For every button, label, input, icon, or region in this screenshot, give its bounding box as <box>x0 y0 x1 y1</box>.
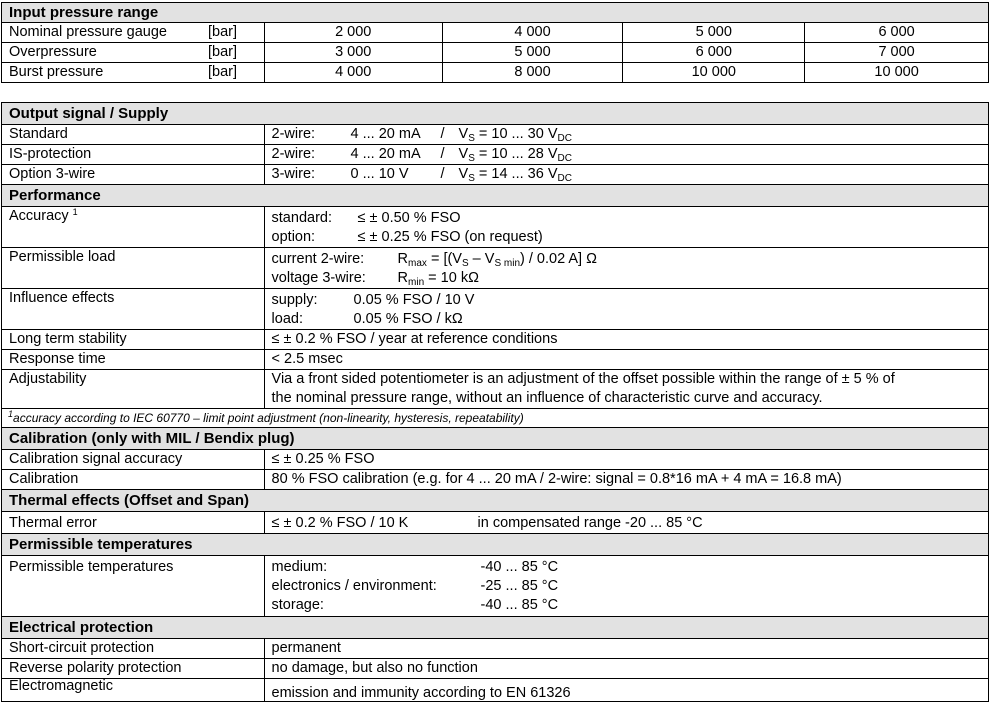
row-label: Short-circuit protection <box>2 639 265 659</box>
footnote-marker: 1 <box>72 207 78 217</box>
table-cell: 8 000 <box>442 63 623 83</box>
row-label: Response time <box>2 350 265 370</box>
table-cell: 10 000 <box>805 63 989 83</box>
table-cell: 5 000 <box>442 43 623 63</box>
table-row <box>2 679 989 702</box>
performance-header: Performance <box>2 185 989 207</box>
table-cell: emission and immunity according to EN 61326 <box>264 679 988 702</box>
table-cell: < 2.5 msec <box>264 350 988 370</box>
thermal-error-value: ≤ ± 0.2 % FSO / 10 K in compensated range -20 ... 85 °C <box>264 512 988 534</box>
row-label: Overpressure <box>9 44 97 60</box>
table-row <box>2 145 989 165</box>
row-label: Thermal error <box>2 512 265 534</box>
table-cell: 6 000 <box>623 43 805 63</box>
table-cell: 7 000 <box>805 43 989 63</box>
table-cell: 6 000 <box>805 23 989 43</box>
table-cell: 80 % FSO calibration (e.g. for 4 ... 20 mA / 2-wire: signal = 0.8*16 mA + 4 mA = 16.8 mA) <box>264 470 988 490</box>
adjustability-value: Via a front sided potentiometer is an adjustment of the offset possible within the range of ± 5 % of the nominal pressure range, without an influence of characteristic curve and accuracy. <box>264 370 988 409</box>
thermal-header: Thermal effects (Offset and Span) <box>2 490 989 512</box>
row-label: Adjustability <box>2 370 265 409</box>
row-label: Influence effects <box>2 289 265 330</box>
row-label: Long term stability <box>2 330 265 350</box>
unit-label: [bar] <box>208 44 238 60</box>
row-label: Accuracy <box>9 208 69 224</box>
table-row <box>2 470 989 490</box>
table-row <box>2 207 989 248</box>
influence-value: supply: 0.05 % FSO / 10 V load: 0.05 % FSO / kΩ <box>264 289 988 330</box>
table-row <box>2 165 989 185</box>
output-value: 2-wire: 4 ... 20 mA / $V_S = 10$ ... 30 $V_{DC}$ <box>264 125 988 145</box>
table-cell: no damage, but also no function <box>264 659 988 679</box>
row-label: IS-protection <box>2 145 265 165</box>
table-row <box>2 63 989 83</box>
table-row <box>2 556 989 617</box>
table-row <box>2 350 989 370</box>
load-value: current 2-wire: $R_{max} = [(V_S - V_{S min}) / 0.02$ A] Ω voltage 3-wire: $R_{min} = 10$ kΩ <box>264 248 988 289</box>
row-label: Nominal pressure gauge <box>9 24 167 40</box>
row-label: Option 3-wire <box>2 165 265 185</box>
specifications-table <box>1 102 989 702</box>
output-value: 2-wire: 4 ... 20 mA / $V_S = 10$ ... 28 $V_{DC}$ <box>264 145 988 165</box>
accuracy-value: standard: ≤ ± 0.50 % FSO option: ≤ ± 0.25 % FSO (on request) <box>264 207 988 248</box>
table-row <box>2 43 989 63</box>
table-row <box>2 659 989 679</box>
table-cell: permanent <box>264 639 988 659</box>
table-cell: 4 000 <box>442 23 623 43</box>
row-label: Permissible load <box>2 248 265 289</box>
table-cell: ≤ ± 0.25 % FSO <box>264 450 988 470</box>
table-cell: 2 000 <box>264 23 442 43</box>
row-label: Permissible temperatures <box>2 556 265 617</box>
unit-label: [bar] <box>208 24 238 40</box>
electrical-header: Electrical protection <box>2 617 989 639</box>
output-signal-header: Output signal / Supply <box>2 103 989 125</box>
table-cell: ≤ ± 0.2 % FSO / year at reference conditions <box>264 330 988 350</box>
unit-label: [bar] <box>208 64 238 80</box>
table-row <box>2 370 989 409</box>
row-label: Standard <box>2 125 265 145</box>
footnote: $^1$accuracy according to IEC 60770 – limit point adjustment (non-linearity, hysteresis, repeatability) <box>2 409 989 428</box>
table-row <box>2 23 989 43</box>
row-label: Calibration <box>2 470 265 490</box>
pressure-range-table <box>1 2 989 83</box>
table-cell: 4 000 <box>264 63 442 83</box>
table-row <box>2 289 989 330</box>
calibration-header: Calibration (only with MIL / Bendix plug) <box>2 428 989 450</box>
output-value: 3-wire: 0 ... 10 V / $V_S = 14$ ... 36 $V_{DC}$ <box>264 165 988 185</box>
row-label: Burst pressure <box>9 64 104 80</box>
table-cell: 10 000 <box>623 63 805 83</box>
row-label: Calibration signal accuracy <box>2 450 265 470</box>
pressure-range-header: Input pressure range <box>2 3 989 23</box>
table-row <box>2 450 989 470</box>
row-label: Reverse polarity protection <box>2 659 265 679</box>
table-row <box>2 512 989 534</box>
row-label: Electromagnetic <box>2 679 265 702</box>
temperatures-header: Permissible temperatures <box>2 534 989 556</box>
temperatures-value: medium: -40 ... 85 °C electronics / environment: -25 ... 85 °C storage: -40 ... 85 °C <box>264 556 988 617</box>
table-row <box>2 125 989 145</box>
table-row <box>2 248 989 289</box>
table-cell: 5 000 <box>623 23 805 43</box>
table-row <box>2 639 989 659</box>
table-row <box>2 330 989 350</box>
table-cell: 3 000 <box>264 43 442 63</box>
